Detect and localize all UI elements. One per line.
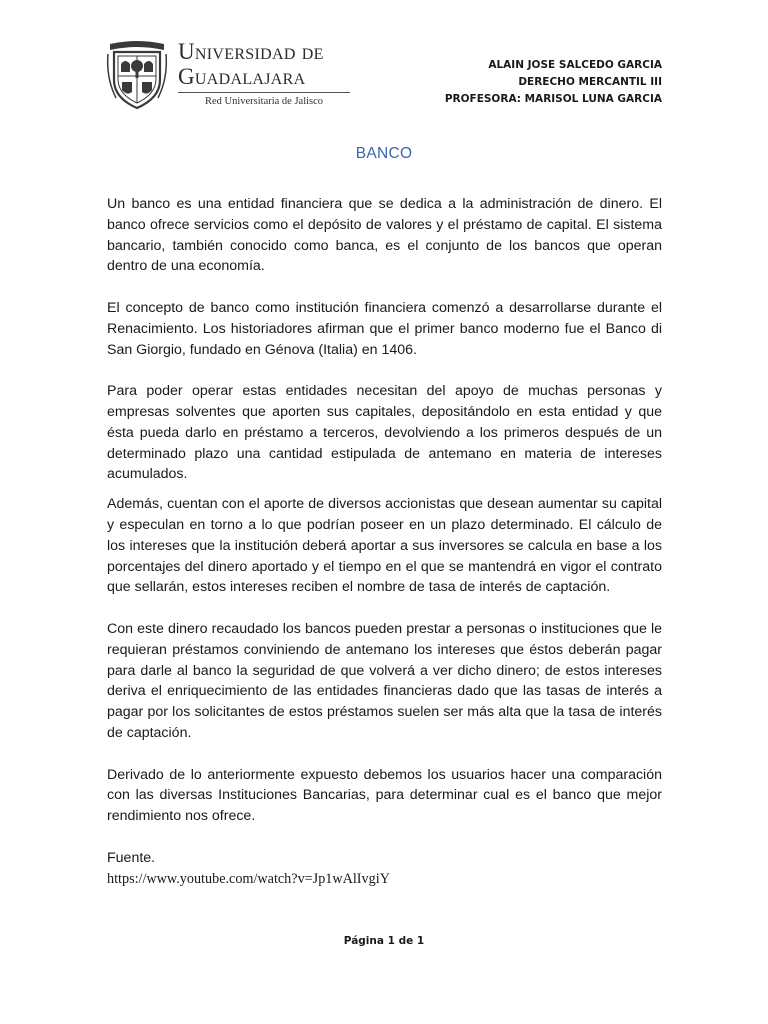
- source-url: https://www.youtube.com/watch?v=Jp1wAlIvgiY: [107, 870, 390, 887]
- university-logo: [106, 38, 351, 110]
- document-title: BANCO: [355, 145, 413, 162]
- paragraph: El concepto de banco como institución financiera comenzó a desarrollarse durante el Renacimiento. Los historiadores afirman que el primer banco moderno fue el Banco di San Giorgio, fundado en Génova (Italia) en 1406.: [107, 299, 662, 358]
- professor-name: PROFESORA: MARISOL LUNA GARCIA: [444, 93, 662, 105]
- document-body: [107, 194, 662, 889]
- university-name-line1: Universidad de: [178, 39, 324, 64]
- author-info: [445, 57, 662, 108]
- university-subtitle: Red Universitaria de Jalisco: [178, 92, 350, 107]
- paragraph: Para poder operar estas entidades necesitan del apoyo de muchas personas y empresas solventes que aporten sus capitales, depositándolo en esta entidad y que ésta pueda darlo en préstamo a terceros, devolviendo a los primeros después de un determinado plazo una cantidad estipulada de antemano en materia de intereses acumulados.: [107, 383, 662, 483]
- university-name-line2: Guadalajara: [178, 64, 306, 89]
- source-label: Fuente.: [107, 849, 156, 866]
- author-name: ALAIN JOSE SALCEDO GARCIA: [488, 59, 662, 71]
- page-number: Página 1 de 1: [343, 935, 425, 947]
- university-name: [178, 40, 324, 88]
- paragraph: Además, cuentan con el aporte de diversos accionistas que desean aumentar su capital y especulan en torno a lo que podrían poseer en un plazo determinado. El cálculo de los intereses que la institución deberá aportar a sus inversores se calcula en base a los porcentajes del dinero aportado y el tiempo en el que se mantendrá en vigor el contrato que sellarán, estos intereses reciben el nombre de tasa de interés de captación.: [107, 496, 662, 596]
- paragraph: Un banco es una entidad financiera que se dedica a la administración de dinero. El banco ofrece servicios como el depósito de valores y el préstamo de capital. El sistema bancario, también conocido como banca, es el conjunto de los bancos que operan dentro de una economía.: [107, 196, 662, 275]
- paragraph: Derivado de lo anteriormente expuesto debemos los usuarios hacer una comparación con las diversas Instituciones Bancarias, para determinar cual es el banco que mejor rendimiento nos ofrece.: [107, 766, 662, 825]
- course-name: DERECHO MERCANTIL III: [518, 76, 662, 88]
- paragraph: Con este dinero recaudado los bancos pueden prestar a personas o instituciones que le requieran préstamos conviniendo de antemano los intereses que éstos deberán pagar para darle al banco la seguridad de que volverá a ver dicho dinero; de estos intereses deriva el enriquecimiento de las entidades financieras dado que las tasas de interés a pagar por los solicitantes de estos préstamos suelen ser más alta que la tasa de interés de captación.: [107, 620, 662, 741]
- university-seal-icon: [106, 38, 168, 110]
